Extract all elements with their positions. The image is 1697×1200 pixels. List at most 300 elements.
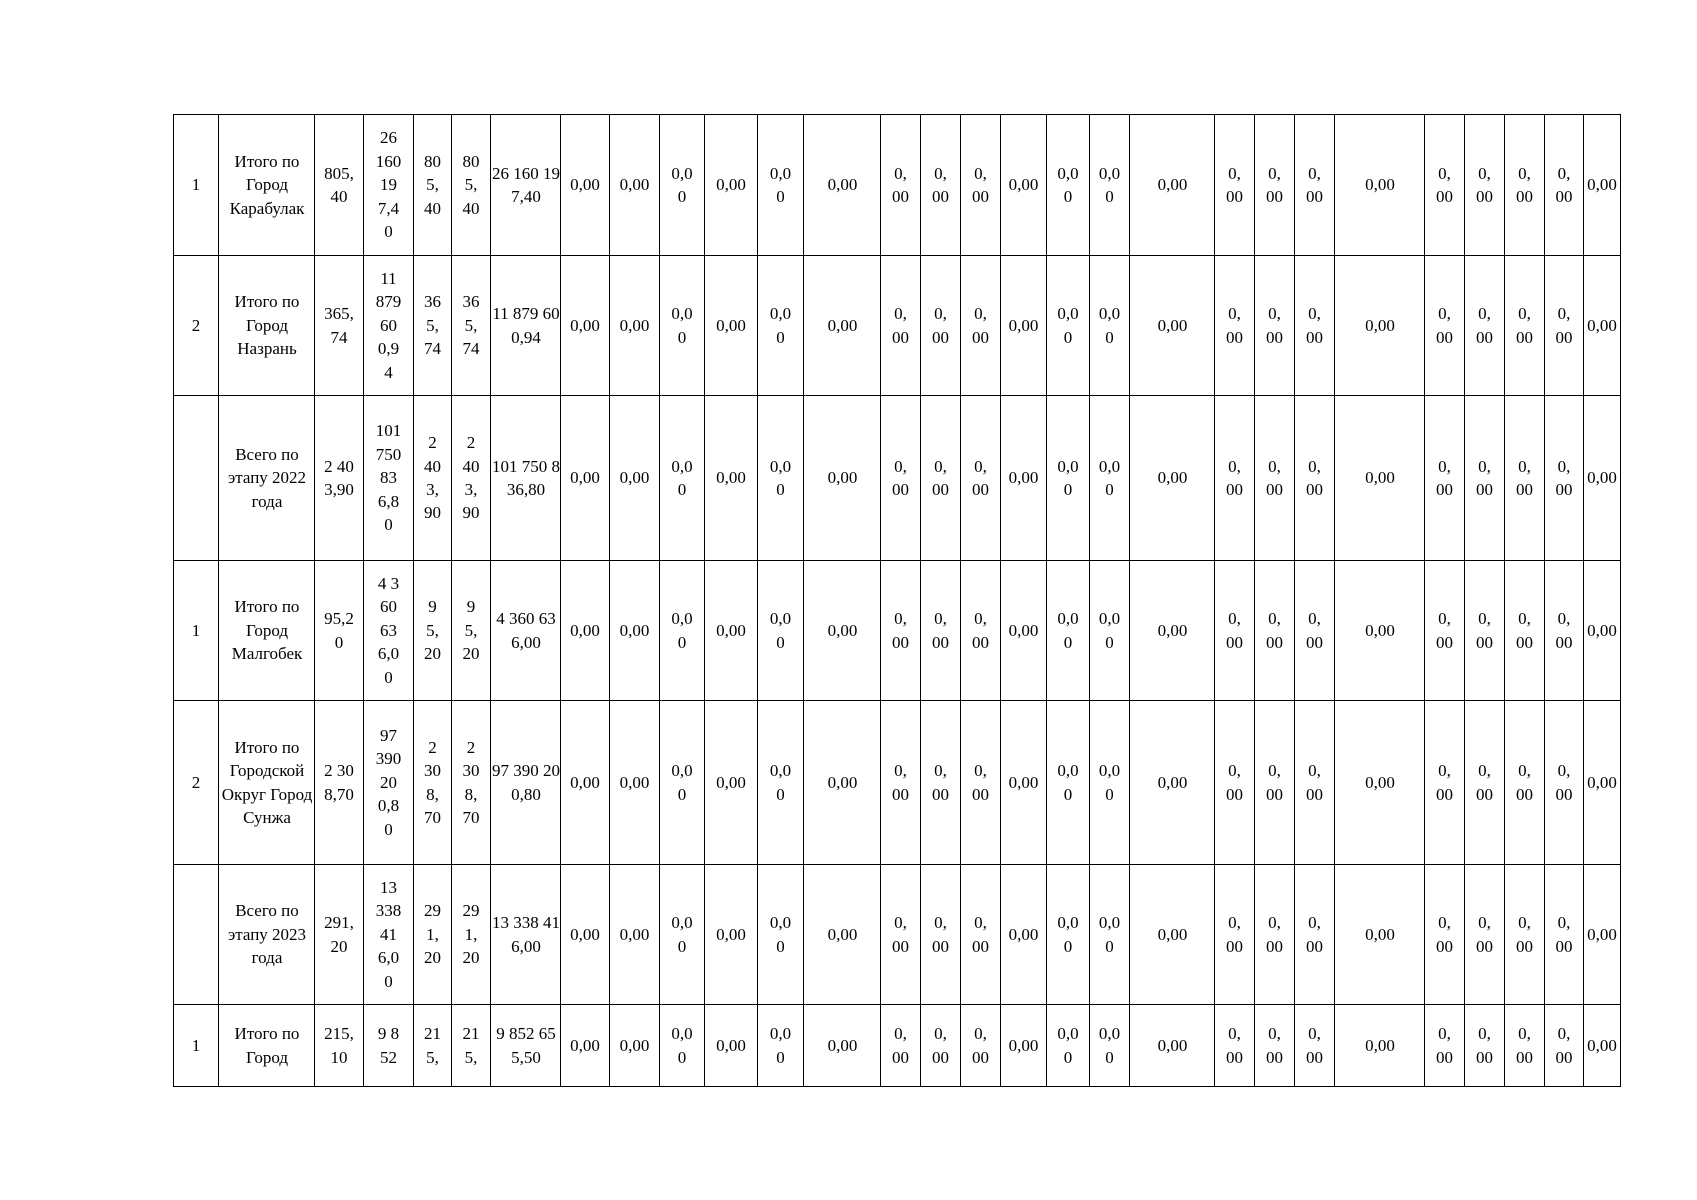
cell-text: 2 403,90 bbox=[324, 456, 354, 499]
cell-text: 101 750 836,80 bbox=[492, 456, 560, 499]
cell-text: 0,00 bbox=[570, 772, 600, 792]
cell-text: 0,00 bbox=[1008, 772, 1039, 792]
cell-text: 95,20 bbox=[424, 597, 441, 664]
cell-text: 0,00 bbox=[892, 163, 909, 206]
cell-text: 0,00 bbox=[619, 620, 650, 640]
value-cell bbox=[1001, 115, 1047, 256]
value-cell bbox=[1215, 865, 1255, 1005]
cell-text: 0,00 bbox=[1157, 315, 1188, 335]
cell-text: 26 160 197,40 bbox=[375, 128, 402, 242]
cell-text: 0,00 bbox=[1587, 924, 1617, 944]
value-cell bbox=[1255, 865, 1295, 1005]
cell-text: 0,00 bbox=[1306, 913, 1323, 956]
value-cell bbox=[1425, 701, 1465, 865]
cell-text: 2 bbox=[191, 772, 201, 792]
cell-text: 0,00 bbox=[892, 1024, 909, 1067]
cell-text: 0,00 bbox=[827, 772, 858, 792]
cell-text: 4 360 636,00 bbox=[377, 573, 400, 687]
value-cell bbox=[705, 256, 758, 396]
value-cell bbox=[561, 115, 610, 256]
value-cell bbox=[881, 256, 921, 396]
cell-text: 0,00 bbox=[570, 468, 600, 488]
cell-text: 0,00 bbox=[1476, 1024, 1493, 1067]
cell-text: 2 403,90 bbox=[462, 433, 480, 523]
cell-text: 0,00 bbox=[1226, 304, 1243, 347]
value-cell bbox=[758, 701, 804, 865]
cell-text: 26 160 197,40 bbox=[492, 163, 560, 206]
cell-text: 0,00 bbox=[1226, 456, 1243, 499]
cell-text: 0,00 bbox=[671, 761, 693, 804]
row-number-cell bbox=[174, 561, 219, 701]
cell-text: 0,00 bbox=[1516, 1024, 1533, 1067]
row-label-cell bbox=[219, 256, 315, 396]
value-cell bbox=[1001, 865, 1047, 1005]
cell-text: 0,00 bbox=[972, 1024, 989, 1067]
cell-text: 0,00 bbox=[1555, 456, 1573, 499]
cell-text: 805,40 bbox=[462, 151, 480, 218]
value-cell bbox=[315, 1005, 364, 1087]
data-table bbox=[173, 114, 1621, 1087]
cell-text: 215,10 bbox=[324, 1024, 354, 1067]
cell-text: 0,00 bbox=[1266, 761, 1283, 804]
cell-text: 0,00 bbox=[1516, 609, 1533, 652]
value-cell bbox=[758, 561, 804, 701]
value-cell bbox=[1090, 396, 1130, 561]
row-number-cell bbox=[174, 1005, 219, 1087]
value-cell bbox=[804, 1005, 881, 1087]
value-cell bbox=[1425, 561, 1465, 701]
value-cell bbox=[961, 865, 1001, 1005]
row-label-cell bbox=[219, 115, 315, 256]
cell-text: 0,00 bbox=[932, 761, 949, 804]
cell-text: 365,74 bbox=[462, 292, 480, 359]
value-cell bbox=[1505, 561, 1545, 701]
value-cell bbox=[921, 865, 961, 1005]
value-cell bbox=[414, 865, 452, 1005]
cell-text: 0,00 bbox=[1476, 304, 1493, 347]
cell-text: 0,00 bbox=[671, 609, 693, 652]
value-cell bbox=[1425, 256, 1465, 396]
value-cell bbox=[1001, 561, 1047, 701]
cell-text: 0,00 bbox=[1555, 163, 1573, 206]
value-cell bbox=[561, 1005, 610, 1087]
value-cell bbox=[881, 701, 921, 865]
cell-text: 0,00 bbox=[1057, 1024, 1079, 1067]
value-cell bbox=[1335, 396, 1425, 561]
value-cell bbox=[1465, 701, 1505, 865]
value-cell bbox=[961, 256, 1001, 396]
cell-text: 0,00 bbox=[1226, 1024, 1243, 1067]
value-cell bbox=[1215, 701, 1255, 865]
cell-text: 0,00 bbox=[1436, 1024, 1453, 1067]
cell-text: 4 360 636,00 bbox=[496, 609, 556, 652]
value-cell bbox=[1215, 396, 1255, 561]
value-cell bbox=[414, 256, 452, 396]
cell-text: 2 308,70 bbox=[462, 737, 480, 827]
cell-text: 805,40 bbox=[324, 163, 354, 206]
value-cell bbox=[1335, 1005, 1425, 1087]
cell-text: 0,00 bbox=[1587, 175, 1617, 195]
table-row bbox=[174, 1005, 1621, 1087]
value-cell bbox=[705, 396, 758, 561]
value-cell bbox=[364, 115, 414, 256]
cell-text: Всего по этапу 2023 года bbox=[227, 901, 307, 968]
value-cell bbox=[364, 396, 414, 561]
value-cell bbox=[1295, 396, 1335, 561]
cell-text: 0,00 bbox=[1365, 175, 1395, 195]
cell-text: 13 338 416,00 bbox=[492, 913, 560, 956]
cell-text: 0,00 bbox=[932, 609, 949, 652]
value-cell bbox=[961, 1005, 1001, 1087]
cell-text: 0,00 bbox=[1057, 609, 1079, 652]
cell-text: 13 338 416,00 bbox=[375, 877, 402, 991]
value-cell bbox=[1215, 256, 1255, 396]
value-cell bbox=[1047, 865, 1090, 1005]
value-cell bbox=[1545, 561, 1584, 701]
cell-text: Итого по Город bbox=[234, 1024, 300, 1067]
cell-text: 0,00 bbox=[671, 913, 693, 956]
cell-text: 0,00 bbox=[932, 1024, 949, 1067]
cell-text: 0,00 bbox=[892, 304, 909, 347]
value-cell bbox=[758, 1005, 804, 1087]
cell-text: 0,00 bbox=[1365, 468, 1395, 488]
cell-text: 0,00 bbox=[1157, 620, 1188, 640]
cell-text: Всего по этапу 2022 года bbox=[227, 444, 307, 511]
cell-text: 0,00 bbox=[716, 924, 746, 944]
value-cell bbox=[1255, 256, 1295, 396]
value-cell bbox=[804, 561, 881, 701]
cell-text: 0,00 bbox=[1098, 1024, 1121, 1067]
value-cell bbox=[1047, 256, 1090, 396]
cell-text: 0,00 bbox=[1226, 163, 1243, 206]
cell-text: 0,00 bbox=[972, 609, 989, 652]
value-cell bbox=[1545, 115, 1584, 256]
value-cell bbox=[1130, 256, 1215, 396]
value-cell bbox=[491, 1005, 561, 1087]
value-cell bbox=[804, 115, 881, 256]
cell-text: 0,00 bbox=[1306, 1024, 1323, 1067]
value-cell bbox=[758, 396, 804, 561]
value-cell bbox=[315, 256, 364, 396]
cell-text: Итого по Городской Округ Город Сунжа bbox=[221, 737, 313, 827]
cell-text: 0,00 bbox=[827, 175, 858, 195]
value-cell bbox=[881, 561, 921, 701]
cell-text: 1 bbox=[191, 175, 201, 195]
value-cell bbox=[961, 561, 1001, 701]
value-cell bbox=[414, 1005, 452, 1087]
value-cell bbox=[758, 865, 804, 1005]
cell-text: 0,00 bbox=[1306, 456, 1323, 499]
cell-text: 0,00 bbox=[827, 620, 858, 640]
cell-text: 0,00 bbox=[1008, 620, 1039, 640]
value-cell bbox=[921, 256, 961, 396]
value-cell bbox=[1295, 1005, 1335, 1087]
cell-text: 0,00 bbox=[932, 456, 949, 499]
value-cell bbox=[1335, 561, 1425, 701]
cell-text: 0,00 bbox=[1098, 761, 1121, 804]
cell-text: 0,00 bbox=[1098, 609, 1121, 652]
cell-text: 0,00 bbox=[671, 304, 693, 347]
row-label-cell bbox=[219, 701, 315, 865]
value-cell bbox=[1335, 115, 1425, 256]
value-cell bbox=[1545, 701, 1584, 865]
cell-text: 0,00 bbox=[1587, 468, 1617, 488]
value-cell bbox=[1465, 561, 1505, 701]
cell-text: 0,00 bbox=[1057, 304, 1079, 347]
value-cell bbox=[1584, 701, 1621, 865]
value-cell bbox=[491, 256, 561, 396]
value-cell bbox=[1215, 115, 1255, 256]
value-cell bbox=[452, 561, 491, 701]
value-cell bbox=[1465, 1005, 1505, 1087]
cell-text: 0,00 bbox=[1057, 456, 1079, 499]
cell-text: 101 750 836,80 bbox=[375, 421, 402, 535]
cell-text: 0,00 bbox=[1057, 761, 1079, 804]
cell-text: 11 879 600,94 bbox=[492, 304, 560, 347]
cell-text: 0,00 bbox=[827, 924, 858, 944]
value-cell bbox=[364, 865, 414, 1005]
value-cell bbox=[610, 256, 660, 396]
cell-text: 0,00 bbox=[1365, 315, 1395, 335]
cell-text: 0,00 bbox=[1365, 772, 1395, 792]
cell-text: 0,00 bbox=[1266, 609, 1283, 652]
value-cell bbox=[1584, 561, 1621, 701]
value-cell bbox=[1465, 256, 1505, 396]
cell-text: 291,20 bbox=[462, 901, 480, 968]
table-row bbox=[174, 396, 1621, 561]
value-cell bbox=[961, 396, 1001, 561]
cell-text: 0,00 bbox=[1555, 304, 1573, 347]
value-cell bbox=[1001, 701, 1047, 865]
value-cell bbox=[1505, 115, 1545, 256]
value-cell bbox=[561, 256, 610, 396]
cell-text: Итого по Город Назрань bbox=[234, 292, 300, 359]
value-cell bbox=[804, 256, 881, 396]
value-cell bbox=[315, 561, 364, 701]
cell-text: 0,00 bbox=[1306, 304, 1323, 347]
value-cell bbox=[1505, 865, 1545, 1005]
cell-text: 0,00 bbox=[1476, 609, 1493, 652]
value-cell bbox=[921, 701, 961, 865]
value-cell bbox=[1255, 396, 1295, 561]
value-cell bbox=[561, 865, 610, 1005]
value-cell bbox=[491, 865, 561, 1005]
value-cell bbox=[1465, 115, 1505, 256]
cell-text: 0,00 bbox=[1555, 609, 1573, 652]
value-cell bbox=[1130, 701, 1215, 865]
value-cell bbox=[1255, 1005, 1295, 1087]
cell-text: 0,00 bbox=[1436, 913, 1453, 956]
cell-text: 0,00 bbox=[619, 772, 650, 792]
cell-text: 0,00 bbox=[1587, 1035, 1617, 1055]
value-cell bbox=[705, 701, 758, 865]
value-cell bbox=[1335, 701, 1425, 865]
value-cell bbox=[961, 115, 1001, 256]
row-label-cell bbox=[219, 865, 315, 1005]
cell-text: 0,00 bbox=[570, 315, 600, 335]
value-cell bbox=[452, 115, 491, 256]
value-cell bbox=[1090, 865, 1130, 1005]
table-row bbox=[174, 865, 1621, 1005]
cell-text: 0,00 bbox=[1157, 175, 1188, 195]
value-cell bbox=[610, 1005, 660, 1087]
cell-text: 0,00 bbox=[1365, 1035, 1395, 1055]
value-cell bbox=[452, 256, 491, 396]
cell-text: 0,00 bbox=[769, 304, 792, 347]
cell-text: 0,00 bbox=[716, 175, 746, 195]
value-cell bbox=[921, 561, 961, 701]
value-cell bbox=[1425, 396, 1465, 561]
value-cell bbox=[660, 396, 705, 561]
cell-text: 0,00 bbox=[1226, 761, 1243, 804]
value-cell bbox=[1047, 115, 1090, 256]
value-cell bbox=[1295, 865, 1335, 1005]
value-cell bbox=[1255, 561, 1295, 701]
cell-text: 0,00 bbox=[932, 304, 949, 347]
value-cell bbox=[660, 1005, 705, 1087]
value-cell bbox=[1584, 256, 1621, 396]
cell-text: 0,00 bbox=[1157, 924, 1188, 944]
value-cell bbox=[1090, 115, 1130, 256]
value-cell bbox=[705, 1005, 758, 1087]
cell-text: 0,00 bbox=[1057, 913, 1079, 956]
value-cell bbox=[1130, 865, 1215, 1005]
cell-text: 0,00 bbox=[1008, 1035, 1039, 1055]
cell-text: 0,00 bbox=[619, 1035, 650, 1055]
row-number-cell bbox=[174, 396, 219, 561]
cell-text: 0,00 bbox=[1098, 456, 1121, 499]
cell-text: 2 308,70 bbox=[424, 737, 441, 827]
value-cell bbox=[804, 396, 881, 561]
value-cell bbox=[315, 115, 364, 256]
value-cell bbox=[610, 701, 660, 865]
value-cell bbox=[1584, 396, 1621, 561]
cell-text: 0,00 bbox=[1157, 1035, 1188, 1055]
value-cell bbox=[1335, 256, 1425, 396]
value-cell bbox=[1215, 1005, 1255, 1087]
value-cell bbox=[660, 561, 705, 701]
cell-text: 0,00 bbox=[892, 456, 909, 499]
value-cell bbox=[1505, 396, 1545, 561]
cell-text: 291,20 bbox=[424, 901, 441, 968]
row-number-cell bbox=[174, 701, 219, 865]
value-cell bbox=[1505, 256, 1545, 396]
cell-text: 0,00 bbox=[1476, 163, 1493, 206]
cell-text: 0,00 bbox=[570, 620, 600, 640]
cell-text: 0,00 bbox=[1266, 456, 1283, 499]
value-cell bbox=[1130, 396, 1215, 561]
cell-text: 0,00 bbox=[1098, 163, 1121, 206]
row-label-cell bbox=[219, 561, 315, 701]
cell-text: 0,00 bbox=[1516, 304, 1533, 347]
cell-text: 0,00 bbox=[1436, 609, 1453, 652]
cell-text: 0,00 bbox=[1157, 468, 1188, 488]
cell-text: 0,00 bbox=[1226, 609, 1243, 652]
value-cell bbox=[610, 115, 660, 256]
cell-text: 0,00 bbox=[619, 468, 650, 488]
value-cell bbox=[1001, 256, 1047, 396]
cell-text: 1 bbox=[191, 620, 201, 640]
cell-text: 0,00 bbox=[972, 163, 989, 206]
cell-text: 9 852 655,50 bbox=[496, 1024, 556, 1067]
value-cell bbox=[561, 396, 610, 561]
cell-text: 11 879 600,94 bbox=[375, 268, 402, 382]
cell-text: Итого по Город Карабулак bbox=[229, 151, 305, 218]
value-cell bbox=[1090, 561, 1130, 701]
value-cell bbox=[1090, 256, 1130, 396]
value-cell bbox=[1001, 396, 1047, 561]
cell-text: 0,00 bbox=[1008, 924, 1039, 944]
cell-text: 0,00 bbox=[769, 913, 792, 956]
value-cell bbox=[1335, 865, 1425, 1005]
cell-text: 0,00 bbox=[619, 924, 650, 944]
cell-text: 0,00 bbox=[1008, 175, 1039, 195]
value-cell bbox=[491, 701, 561, 865]
cell-text: 805,40 bbox=[424, 151, 441, 218]
value-cell bbox=[1545, 1005, 1584, 1087]
row-number-cell bbox=[174, 256, 219, 396]
cell-text: 0,00 bbox=[1365, 924, 1395, 944]
value-cell bbox=[660, 701, 705, 865]
cell-text: 0,00 bbox=[769, 761, 792, 804]
value-cell bbox=[921, 396, 961, 561]
value-cell bbox=[705, 115, 758, 256]
cell-text: 0,00 bbox=[1436, 456, 1453, 499]
cell-text: 0,00 bbox=[1476, 913, 1493, 956]
value-cell bbox=[921, 1005, 961, 1087]
value-cell bbox=[804, 865, 881, 1005]
cell-text: 0,00 bbox=[1157, 772, 1188, 792]
value-cell bbox=[364, 1005, 414, 1087]
cell-text: 0,00 bbox=[972, 456, 989, 499]
table-row bbox=[174, 561, 1621, 701]
cell-text: 0,00 bbox=[892, 761, 909, 804]
value-cell bbox=[921, 115, 961, 256]
table-row bbox=[174, 256, 1621, 396]
cell-text: 0,00 bbox=[1266, 1024, 1283, 1067]
value-cell bbox=[1545, 256, 1584, 396]
value-cell bbox=[1130, 115, 1215, 256]
cell-text: 2 bbox=[191, 315, 201, 335]
cell-text: 0,00 bbox=[972, 761, 989, 804]
value-cell bbox=[1425, 1005, 1465, 1087]
cell-text: 0,00 bbox=[892, 609, 909, 652]
cell-text: 0,00 bbox=[1226, 913, 1243, 956]
cell-text: 0,00 bbox=[769, 163, 792, 206]
value-cell bbox=[804, 701, 881, 865]
row-label-cell bbox=[219, 1005, 315, 1087]
value-cell bbox=[758, 115, 804, 256]
value-cell bbox=[452, 865, 491, 1005]
cell-text: 0,00 bbox=[1476, 761, 1493, 804]
cell-text: 365,74 bbox=[324, 304, 354, 347]
value-cell bbox=[1295, 561, 1335, 701]
value-cell bbox=[881, 1005, 921, 1087]
cell-text: 0,00 bbox=[1306, 163, 1323, 206]
value-cell bbox=[1255, 115, 1295, 256]
value-cell bbox=[452, 1005, 491, 1087]
value-cell bbox=[758, 256, 804, 396]
value-cell bbox=[1255, 701, 1295, 865]
cell-text: 291,20 bbox=[324, 913, 354, 956]
value-cell bbox=[315, 865, 364, 1005]
value-cell bbox=[1425, 865, 1465, 1005]
value-cell bbox=[315, 396, 364, 561]
value-cell bbox=[1047, 1005, 1090, 1087]
cell-text: 365,74 bbox=[424, 292, 441, 359]
value-cell bbox=[1215, 561, 1255, 701]
row-number-cell bbox=[174, 865, 219, 1005]
